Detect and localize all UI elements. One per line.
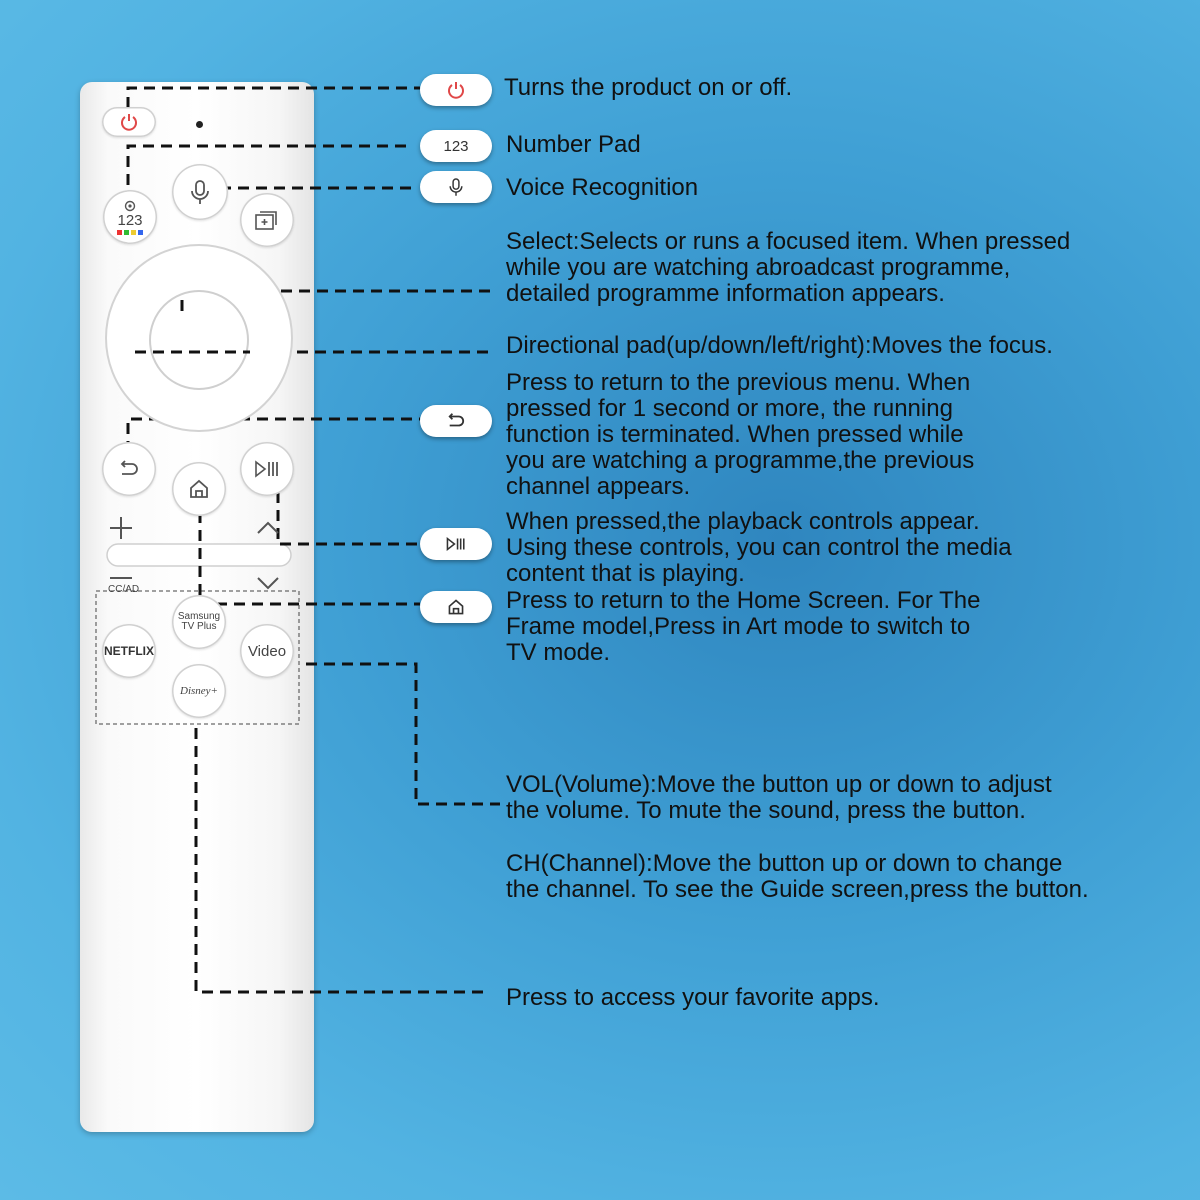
voice-pill: [420, 171, 492, 203]
microphone-icon: [189, 179, 211, 205]
apps-description: Press to access your favorite apps.: [506, 984, 880, 1011]
home-button[interactable]: [172, 462, 226, 516]
video-button[interactable]: [240, 624, 294, 678]
select-button: [150, 291, 248, 389]
select-description: [506, 229, 1070, 307]
playback-description: [506, 509, 1012, 587]
back-line: channel appears.: [506, 473, 691, 500]
microphone-icon: [448, 177, 464, 197]
select-line: Select:Selects or runs a focused item. When pressed: [506, 228, 1071, 255]
home-line: TV mode.: [506, 639, 611, 666]
playback-leader-line: [278, 492, 420, 544]
video-label: Video: [247, 642, 287, 660]
back-line: function is terminated. When pressed while: [506, 421, 964, 448]
back-line: Press to return to the previous menu. When: [506, 369, 971, 396]
channel-line: the channel. To see the Guide screen,press the button.: [506, 876, 1089, 903]
voice-button[interactable]: [172, 164, 228, 220]
multiview-button[interactable]: [240, 193, 294, 247]
number-pad-label: 123: [117, 212, 143, 229]
back-line: you are watching a programme,the previous: [506, 447, 975, 474]
home-pill: [420, 591, 492, 623]
number-pad-description: Number Pad: [506, 131, 641, 158]
playback-line: Using these controls, you can control the media: [506, 534, 1012, 561]
number-pad-pill: [420, 130, 492, 162]
power-description: Turns the product on or off.: [504, 74, 793, 101]
volume-up-icon: [110, 517, 132, 539]
back-line: pressed for 1 second or more, the running: [506, 395, 953, 422]
channel-line: CH(Channel):Move the button up or down to change: [506, 850, 1063, 877]
power-icon: [446, 80, 466, 100]
samsung-tv-plus-button[interactable]: [172, 595, 226, 649]
channel-down-chevron-icon: [258, 578, 278, 588]
number-pad-button[interactable]: [103, 190, 157, 244]
multiview-icon: [254, 209, 280, 231]
disney-plus-label: Disney+: [180, 685, 218, 697]
number-pad-leader-line: [128, 146, 410, 185]
playback-line: content that is playing.: [506, 560, 745, 587]
select-line: detailed programme information appears.: [506, 280, 945, 307]
play-pause-icon: [253, 460, 281, 478]
back-pill: [420, 405, 492, 437]
home-icon: [447, 598, 465, 616]
playback-line: When pressed,the playback controls appear.: [506, 508, 980, 535]
play-pause-button[interactable]: [240, 442, 294, 496]
playback-pill: [420, 528, 492, 560]
directional-description: Directional pad(up/down/left/right):Moves the focus.: [506, 332, 1053, 359]
power-leader-line: [128, 88, 420, 108]
back-description: [506, 370, 974, 500]
netflix-label: NETFLIX: [104, 644, 154, 658]
return-icon: [445, 412, 467, 430]
volume-description: [506, 772, 1052, 824]
home-icon: [188, 478, 210, 500]
channel-description: [506, 851, 1089, 903]
number-pad-pill-label: 123: [443, 137, 469, 155]
home-line: Frame model,Press in Art mode to switch to: [506, 613, 971, 640]
settings-icon: [123, 199, 137, 213]
channel-up-chevron-icon: [258, 523, 278, 533]
return-icon: [117, 459, 141, 479]
apps-leader-line: [196, 728, 490, 992]
netflix-button[interactable]: [102, 624, 156, 678]
color-keys: [117, 230, 143, 235]
volume-line: the volume. To mute the sound, press the button.: [506, 797, 1026, 824]
power-pill: [420, 74, 492, 106]
play-pause-icon: [445, 537, 467, 551]
indicator-light: [196, 121, 203, 128]
cc-ad-label: CC/AD: [108, 584, 140, 595]
voice-description: Voice Recognition: [506, 174, 699, 201]
volume-leader-line: [306, 664, 500, 804]
back-button[interactable]: [102, 442, 156, 496]
volume-line: VOL(Volume):Move the button up or down to adjust: [506, 771, 1052, 798]
samsung-tv-plus-label-2: TV Plus: [181, 621, 217, 632]
select-line: while you are watching abroadcast programme,: [506, 254, 1011, 281]
samsung-tv-plus-label-1: Samsung: [177, 611, 221, 622]
power-icon: [119, 112, 139, 132]
disney-plus-button[interactable]: [172, 664, 226, 718]
power-button[interactable]: [102, 107, 156, 137]
home-description: [506, 588, 980, 666]
home-line: Press to return to the Home Screen. For The: [506, 587, 981, 614]
